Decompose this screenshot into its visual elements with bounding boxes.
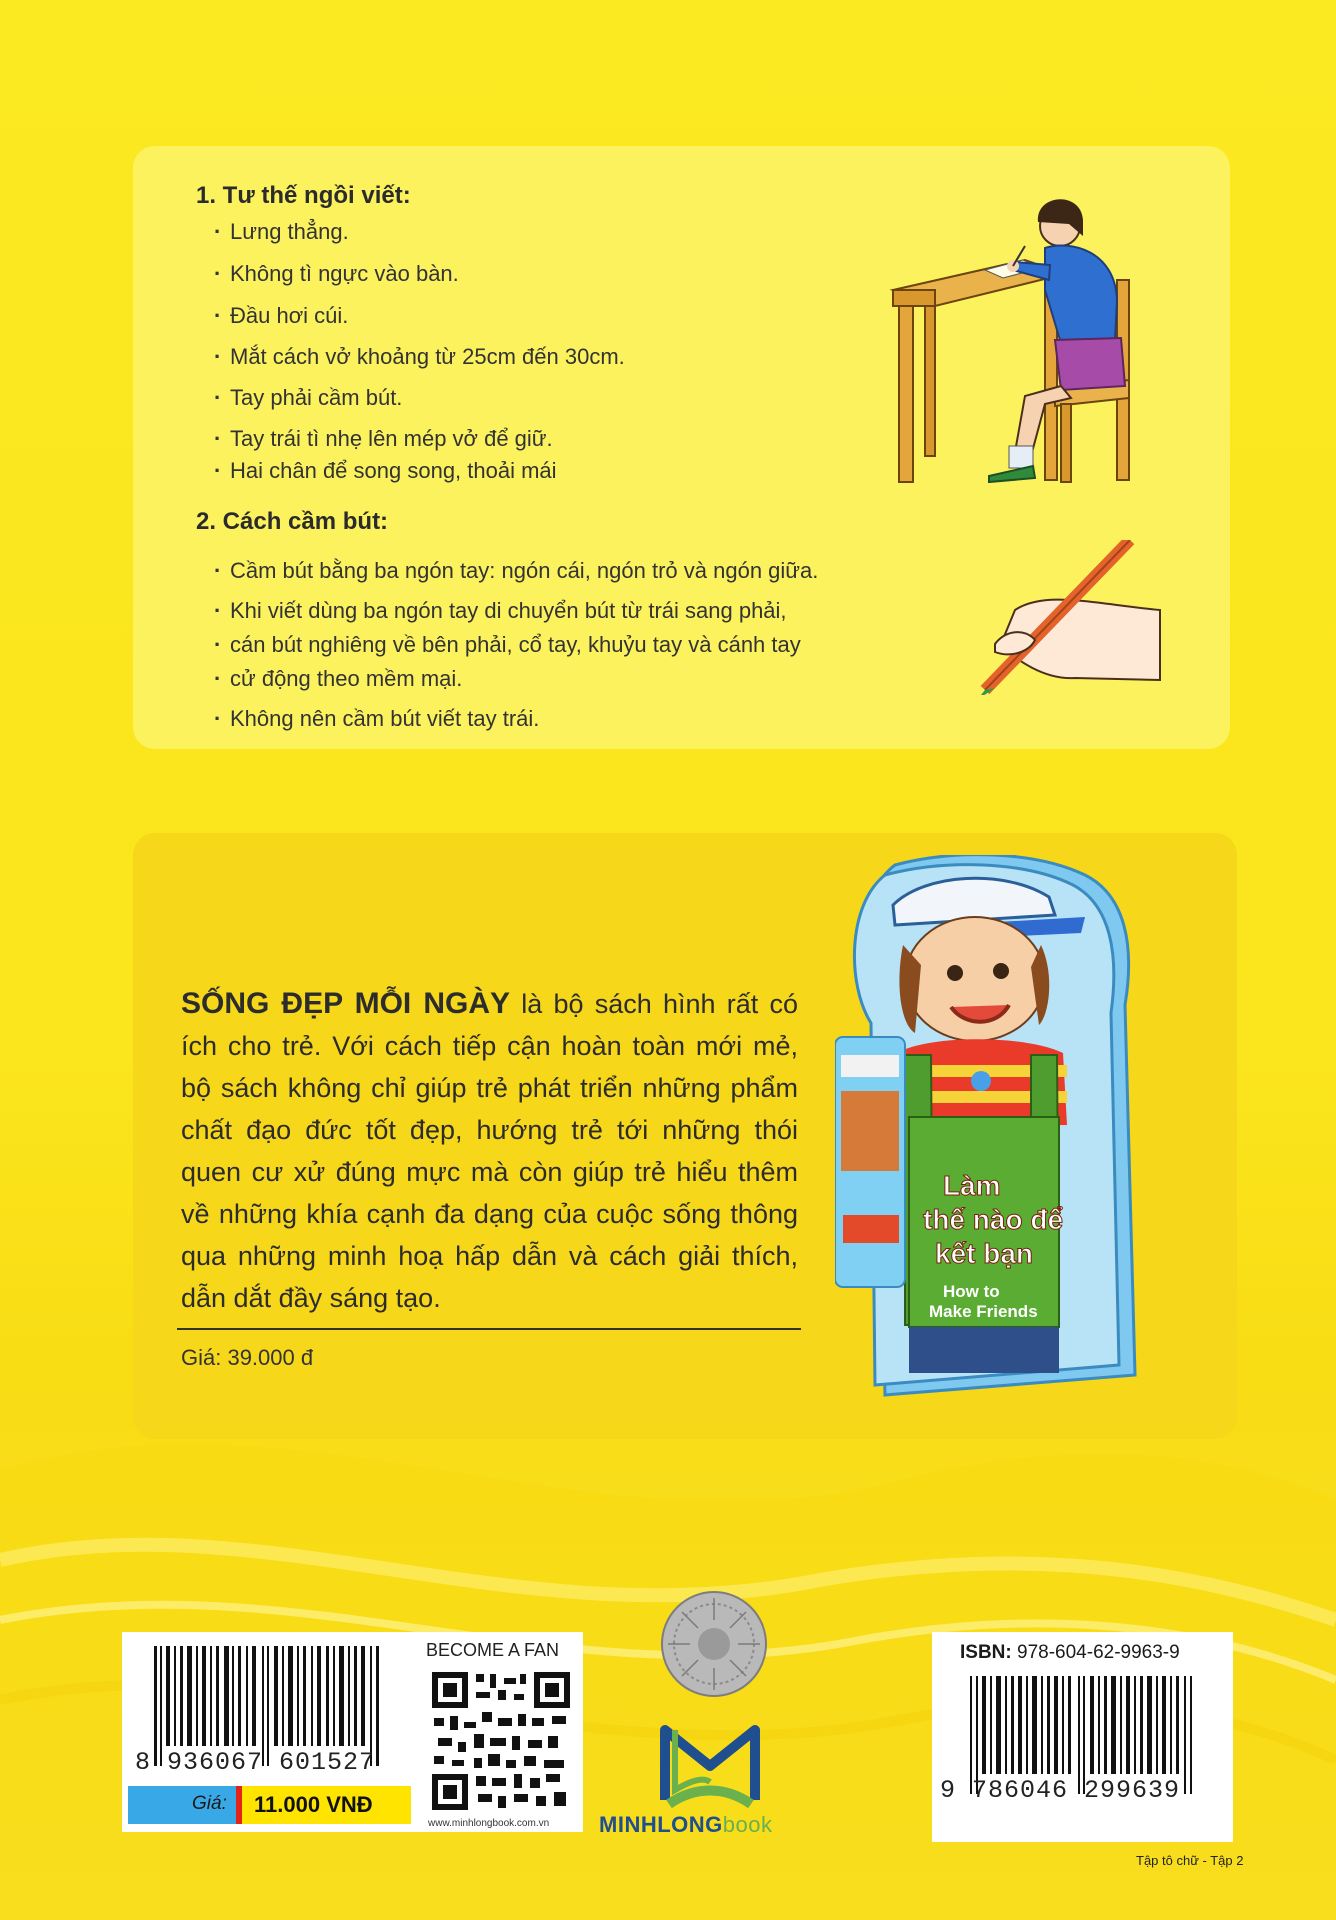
- list-item-continued: · cán bút nghiêng về bên phải, cổ tay, khuỷu tay và cánh tay: [230, 628, 801, 662]
- price-value: 11.000 VNĐ: [254, 1792, 373, 1817]
- series-brand-name: SỐNG ĐẸP MỖI NGÀY: [181, 987, 510, 1020]
- list-item: · Mắt cách vở khoảng từ 25cm đến 30cm.: [230, 340, 625, 374]
- list-item: · Lưng thẳng.: [230, 215, 349, 249]
- volume-label: Tập tô chữ - Tập 2: [1136, 1853, 1244, 1868]
- price-tag: [128, 1786, 411, 1824]
- website-url: www.minhlongbook.com.vn: [428, 1818, 550, 1829]
- list-item-continued: · cử động theo mềm mại.: [230, 662, 462, 696]
- list-item: · Hai chân để song song, thoải mái: [230, 454, 557, 488]
- cover-subtitle-line-1: How to: [943, 1282, 1000, 1301]
- list-item: · Tay trái tì nhẹ lên mép vở để giữ.: [230, 422, 553, 456]
- section-title-sitting-posture: 1. Tư thế ngồi viết:: [196, 182, 411, 209]
- qr-caption: BECOME A FAN: [426, 1640, 560, 1660]
- promo-price: Giá: 39.000 đ: [181, 1345, 314, 1370]
- divider-line: [177, 1328, 801, 1330]
- girl-writing-illustration: [885, 190, 1155, 490]
- promo-text: là bộ sách hình rất có ích cho trẻ. Với cách tiếp cận hoàn toàn mới mẻ, bộ sách không chỉ giúp trẻ phát triển những phẩm chất đạo đức tốt đẹp, hướng trẻ tới những thói quen cư xử đúng mực mà còn giúp trẻ hiểu thêm về những khía cạnh đa dạng của cuộc sống thông qua những minh hoạ hấp dẫn và cách giải thích, dẫn dắt đầy sáng tạo.: [181, 989, 798, 1313]
- publisher-name-main: MINHLONG: [599, 1812, 723, 1837]
- section-title-pen-holding: 2. Cách cầm bút:: [196, 508, 389, 535]
- book-cover-image: [835, 855, 1145, 1415]
- hand-holding-pen-illustration: [955, 540, 1165, 695]
- isbn-barcode-digits: 9 786046 299639: [940, 1776, 1181, 1805]
- list-item: · Không nên cầm bút viết tay trái.: [230, 702, 539, 736]
- promo-description: [181, 983, 798, 1319]
- retail-barcode-digits: 8 936067 601527: [135, 1748, 376, 1777]
- qr-code: [428, 1668, 574, 1814]
- publisher-seal-icon: [660, 1590, 768, 1698]
- list-item: · Đầu hơi cúi.: [230, 299, 348, 333]
- cover-title-line-3: kết bạn: [935, 1238, 1034, 1269]
- publisher-name-suffix: book: [722, 1812, 773, 1837]
- isbn-text: [960, 1642, 1180, 1664]
- minhlong-book-logo-icon: [655, 1720, 765, 1810]
- cover-title-line-2: thế nào để: [923, 1204, 1064, 1235]
- cover-subtitle-line-2: Make Friends: [929, 1302, 1038, 1321]
- list-item: · Cầm bút bằng ba ngón tay: ngón cái, ngón trỏ và ngón giữa.: [230, 554, 818, 588]
- price-label: Giá:: [192, 1793, 227, 1814]
- list-item: · Khi viết dùng ba ngón tay di chuyển bút từ trái sang phải,: [230, 594, 787, 628]
- isbn-value: 978-604-62-9963-9: [1011, 1642, 1180, 1663]
- publisher-name: [599, 1812, 772, 1838]
- cover-title-line-1: Làm: [943, 1170, 1001, 1201]
- list-item: · Không tì ngực vào bàn.: [230, 257, 459, 291]
- list-item: · Tay phải cầm bút.: [230, 381, 402, 415]
- isbn-label: ISBN:: [960, 1642, 1012, 1663]
